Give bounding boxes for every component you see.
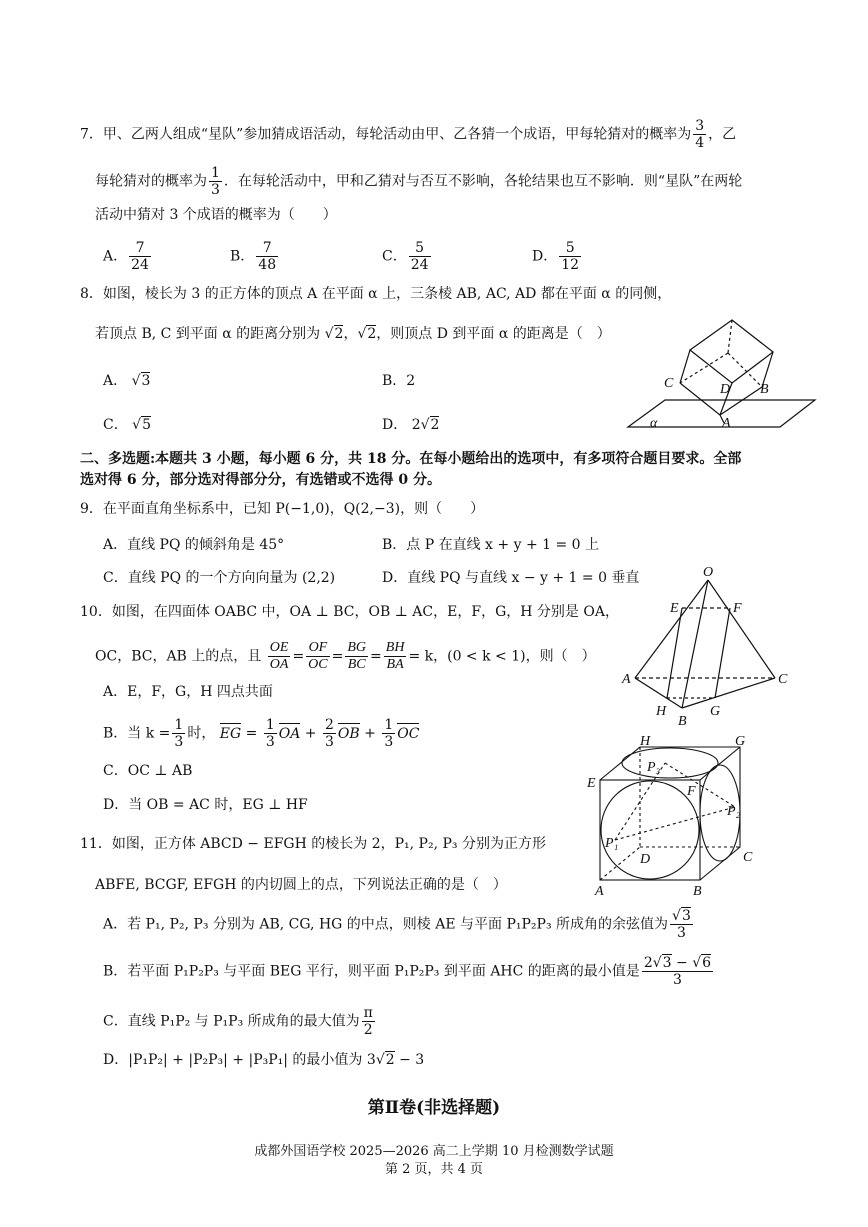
footer-page: 第 2 页，共 4 页 (384, 1162, 484, 1177)
q11-label-f: F (687, 784, 696, 799)
q7-line2: 每轮猜对的概率为 $\frac{1}{3}$ ．在每轮活动中，甲和乙猜对与否互不影响，各轮结果也互不影响．则“星队”在两轮 (95, 165, 743, 198)
q10-line1: 10．如图，在四面体 OABC 中，OA ⊥ BC，OB ⊥ AC，E，F，G，H 分别是 OA， (80, 604, 619, 620)
q7-option-c[interactable]: C． $\frac{5}{24}$ (382, 240, 429, 273)
q11-option-d[interactable]: D．|P₁P₂| + |P₂P₃| + |P₃P₁| 的最小值为 3√2 − 3 (103, 1052, 425, 1068)
q10-option-c[interactable]: C．OC ⊥ AB (103, 763, 193, 779)
q10-label-g: G (710, 704, 721, 719)
q7-option-a[interactable]: A． $\frac{7}{24}$ (103, 240, 149, 273)
q11-label-b: B (693, 884, 702, 899)
q8-label-a: A (722, 416, 731, 431)
q8-line2: 若顶点 B, C 到平面 α 的距离分别为 √2，√2，则顶点 D 到平面 α 的距离是（ ） (95, 326, 611, 342)
q10-label-o: O (703, 565, 714, 580)
q10-tetrahedron-figure (620, 560, 800, 730)
q9-option-b[interactable]: B．点 P 在直线 x + y + 1 = 0 上 (382, 537, 600, 553)
q11-option-b[interactable]: B．若平面 P₁P₂P₃ 与平面 BEG 平行，则平面 P₁P₂P₃ 到平面 AHC 的距离的最小值是 $\frac{2√3 - √6}{3}$ (103, 955, 712, 988)
q11-label-p1: P₁ (605, 836, 619, 851)
q8-cube-figure (620, 315, 820, 435)
section2-line1: 二、多选题:本题共 3 小题，每小题 6 分，共 18 分。在每小题给出的选项中，有多项符合题目要求。全部 (80, 451, 742, 467)
q10-option-d[interactable]: D．当 OB = AC 时，EG ⊥ HF (103, 797, 308, 813)
q11-label-a: A (595, 884, 604, 899)
q11-label-c: C (743, 850, 753, 865)
q7-line1: 7．甲、乙两人组成“星队”参加猜成语活动，每轮活动由甲、乙各猜一个成语，甲每轮猜对的概率为 $\frac{3}{4}$ ，乙 (80, 118, 737, 151)
q8-option-b[interactable]: B．2 (382, 373, 416, 389)
q8-option-a[interactable]: A． √3 (103, 373, 151, 389)
q11-label-p2: P₂ (727, 804, 741, 819)
q11-label-e: E (587, 776, 596, 791)
q11-cube-figure (585, 735, 775, 900)
q7-option-b[interactable]: B． $\frac{7}{48}$ (230, 240, 277, 273)
q9-option-a[interactable]: A．直线 PQ 的倾斜角是 45° (103, 537, 285, 553)
q8-label-b: B (760, 382, 769, 397)
q11-label-h: H (640, 735, 651, 749)
q8-option-c[interactable]: C． √5 (103, 417, 152, 433)
q11-line2: ABFE, BCGF, EFGH 的内切圆上的点，下列说法正确的是（ ） (95, 877, 507, 893)
q9-stem: 9．在平面直角坐标系中，已知 P(−1,0)，Q(2,−3)，则（ ） (80, 501, 485, 517)
q7-option-d[interactable]: D． $\frac{5}{12}$ (532, 240, 580, 273)
q11-line1: 11．如图，正方体 ABCD − EFGH 的棱长为 2，P₁, P₂, P₃ 分别为正方形 (80, 836, 546, 852)
q10-label-c: C (778, 672, 788, 687)
q10-label-e: E (670, 601, 679, 616)
q8-line1: 8．如图，棱长为 3 的正方体的顶点 A 在平面 α 上，三条棱 AB, AC, AD 都在平面 α 的同侧， (80, 286, 672, 302)
q8-option-d[interactable]: D． 2√2 (382, 417, 440, 433)
q7-line3: 活动中猜对 3 个成语的概率为（ ） (95, 207, 337, 223)
q11-label-g: G (735, 735, 746, 749)
q10-line2: OC，BC，AB 上的点，且 $\frac{OE}{OA}$ = $\frac{OF}{OC}$ = $\frac{BG}{BC}$ = $\frac{BH}{BA}$ = k，(0 < k < 1)，则（ ） (95, 640, 596, 672)
q10-label-b: B (678, 714, 687, 729)
q11-label-d: D (640, 852, 651, 867)
q10-option-b[interactable]: B．当 k = $\frac{1}{3}$ 时， EG = $\frac{1}{3}$ OA + $\frac{2}{3}$ OB + $\frac{1}{3}$ OC (103, 717, 420, 750)
section2-line2: 选对得 6 分，部分选对得部分分，有选错或不选得 0 分。 (80, 472, 441, 488)
q8-label-c: C (664, 376, 674, 391)
q11-option-a[interactable]: A．若 P₁, P₂, P₃ 分别为 AB, CG, HG 的中点，则棱 AE 与平面 P₁P₂P₃ 所成角的余弦值为 $\frac{√3}{3}$ (103, 908, 691, 941)
part2-title: 第Ⅱ卷(非选择题) (367, 1098, 501, 1118)
q10-option-a[interactable]: A．E，F，G，H 四点共面 (103, 684, 273, 700)
q10-label-f: F (733, 601, 742, 616)
q11-option-c[interactable]: C．直线 P₁P₂ 与 P₁P₃ 所成角的最大值为 $\frac{\pi}{2}$ (103, 1005, 373, 1038)
q9-option-d[interactable]: D．直线 PQ 与直线 x − y + 1 = 0 垂直 (382, 570, 640, 586)
q8-label-alpha: α (650, 416, 658, 431)
footer-school: 成都外国语学校 2025—2026 高二上学期 10 月检测数学试题 (254, 1144, 614, 1159)
q8-label-d: D (720, 382, 731, 397)
q10-label-a: A (622, 672, 631, 687)
q10-label-h: H (656, 704, 667, 719)
q9-option-c[interactable]: C．直线 PQ 的一个方向向量为 (2,2) (103, 570, 336, 586)
q11-label-p3: P₃ (647, 760, 661, 775)
